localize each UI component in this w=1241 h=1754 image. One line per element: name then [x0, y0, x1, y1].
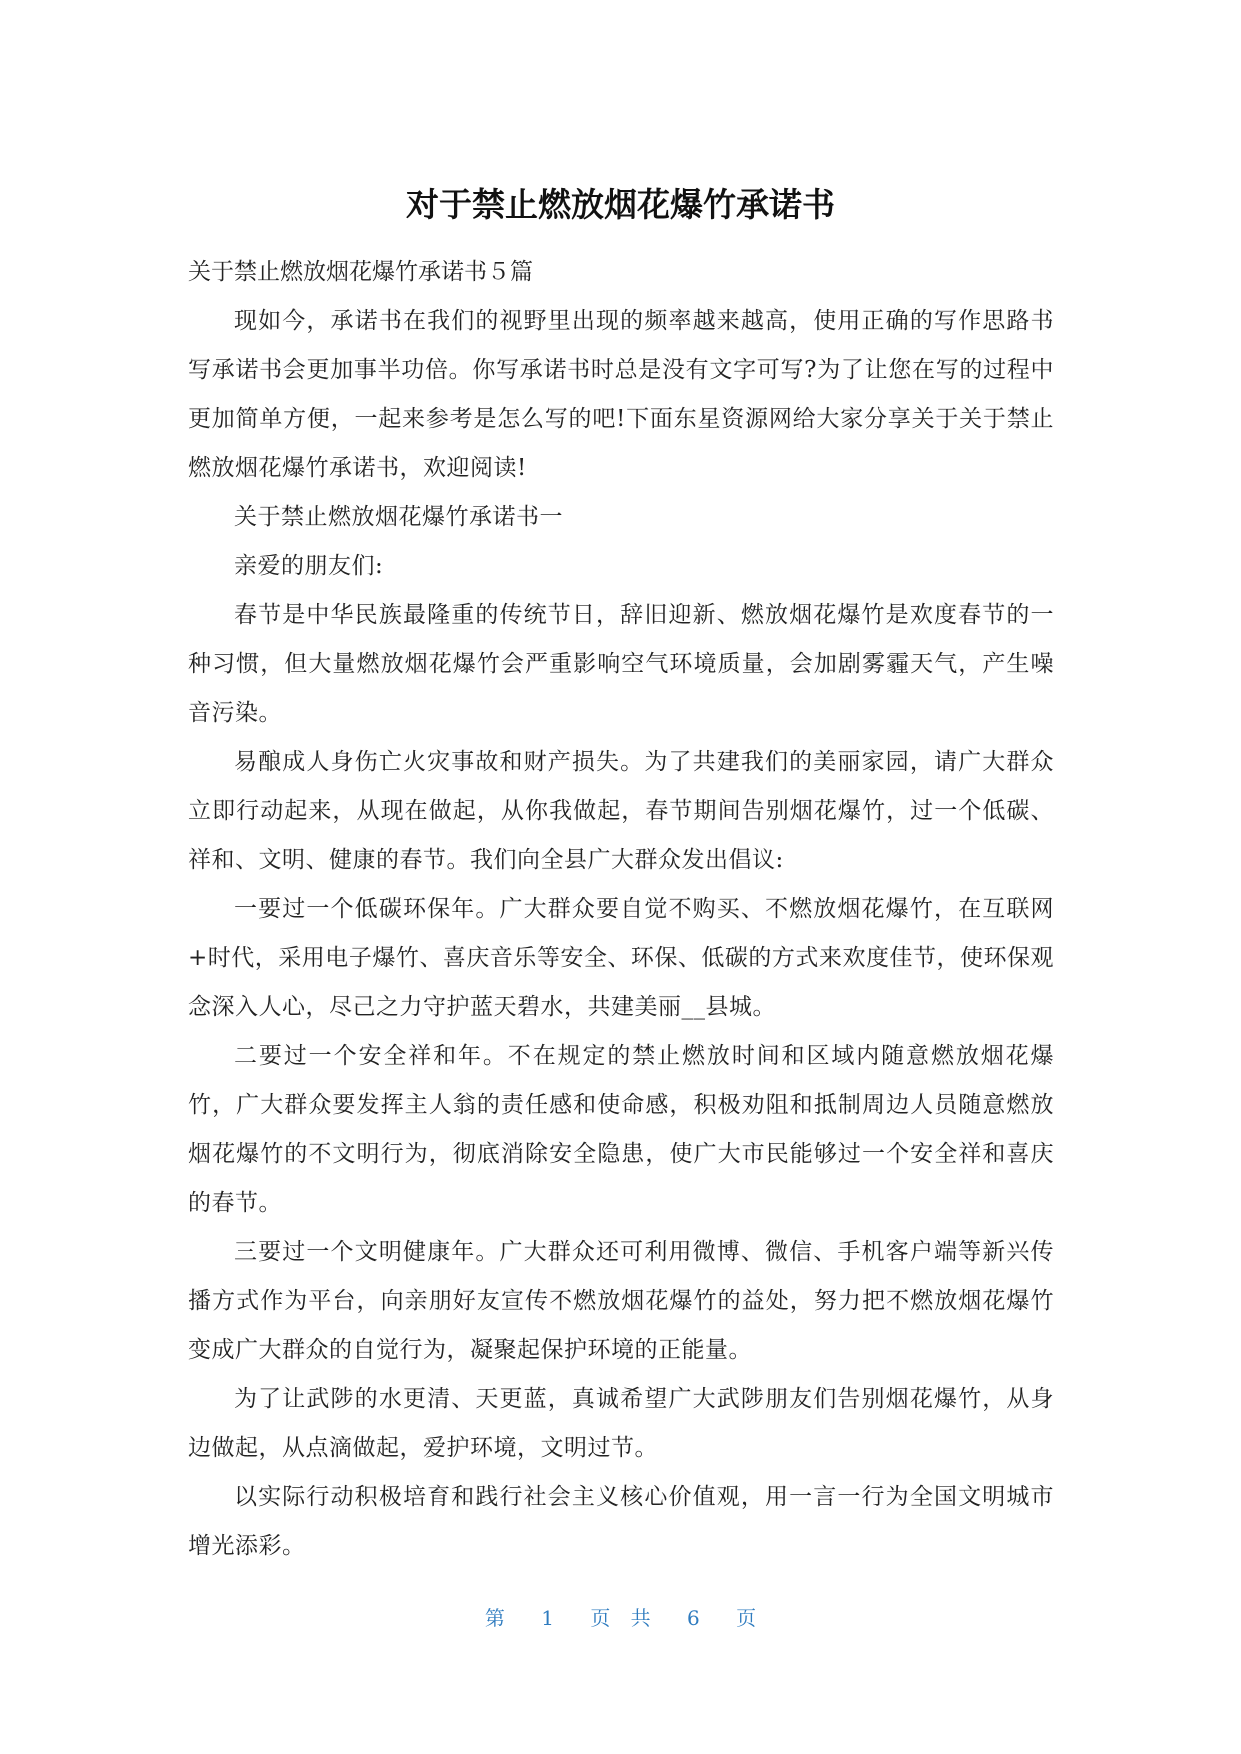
page-number-footer: [0, 1604, 1241, 1632]
paragraph-civilized-healthy: 三要过一个文明健康年。广大群众还可利用微博、微信、手机客户端等新兴传播方式作为平台，向亲朋好友宣传不燃放烟花爆竹的益处，努力把不燃放烟花爆竹变成广大群众的自觉行为，凝聚起保护环境的正能量。: [188, 1239, 1054, 1363]
paragraph-salutation: 亲爱的朋友们:: [234, 553, 384, 579]
paragraph-safe-harmony: 二要过一个安全祥和年。不在规定的禁止燃放时间和区域内随意燃放烟花爆竹，广大群众要发挥主人翁的责任感和使命感，积极劝阻和抵制周边人员随意燃放烟花爆竹的不文明行为，彻底消除安全隐患，使广大市民能够过一个安全祥和喜庆的春节。: [188, 1043, 1054, 1216]
paragraph-spring-festival: 春节是中华民族最隆重的传统节日，辞旧迎新、燃放烟花爆竹是欢度春节的一种习惯，但大量燃放烟花爆竹会严重影响空气环境质量，会加剧雾霾天气，产生噪音污染。: [188, 602, 1054, 726]
paragraph-appeal: 为了让武陟的水更清、天更蓝，真诚希望广大武陟朋友们告别烟花爆竹，从身边做起，从点滴做起，爱护环境，文明过节。: [188, 1386, 1054, 1461]
footer-prefix: 第: [484, 1606, 505, 1630]
footer-total-pages: 6: [687, 1606, 700, 1630]
paragraph-closing: 以实际行动积极培育和践行社会主义核心价值观，用一言一行为全国文明城市增光添彩。: [188, 1484, 1054, 1559]
footer-current-page: 1: [541, 1606, 554, 1630]
paragraph-low-carbon: 一要过一个低碳环保年。广大群众要自觉不购买、不燃放烟花爆竹，在互联网+时代，采用电子爆竹、喜庆音乐等安全、环保、低碳的方式来欢度佳节，使环保观念深入人心，尽己之力守护蓝天碧水，共建美丽__县城。: [188, 896, 1054, 1020]
document-title: 对于禁止燃放烟花爆竹承诺书: [406, 185, 835, 224]
paragraph-section-heading: 关于禁止燃放烟花爆竹承诺书一: [234, 504, 563, 530]
paragraph-safety: 易酿成人身伤亡火灾事故和财产损失。为了共建我们的美丽家园，请广大群众立即行动起来，从现在做起，从你我做起，春节期间告别烟花爆竹，过一个低碳、祥和、文明、健康的春节。我们向全县广大群众发出倡议:: [188, 749, 1054, 873]
document-subtitle: 关于禁止燃放烟花爆竹承诺书５篇: [188, 259, 533, 285]
footer-suffix: 页: [736, 1606, 757, 1630]
footer-middle: 页 共: [590, 1606, 651, 1630]
document-body: [188, 297, 1054, 1571]
paragraph-intro: 现如今，承诺书在我们的视野里出现的频率越来越高，使用正确的写作思路书写承诺书会更加事半功倍。你写承诺书时总是没有文字可写?为了让您在写的过程中更加简单方便，一起来参考是怎么写的吧!下面东星资源网给大家分享关于关于禁止燃放烟花爆竹承诺书，欢迎阅读!: [188, 308, 1054, 481]
